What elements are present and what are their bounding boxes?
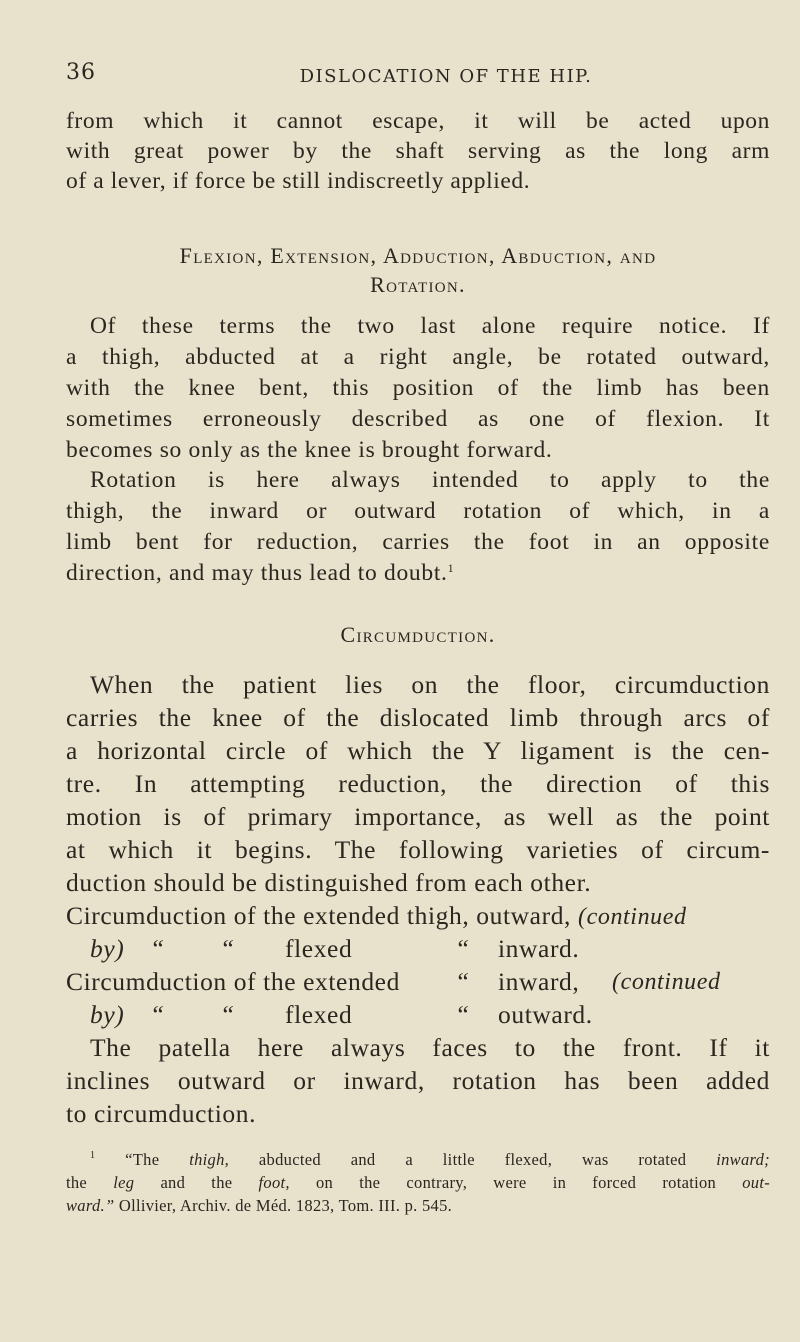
text-line: a horizontal circle of which the Y ligament is the cen-	[66, 736, 770, 765]
table-row	[66, 901, 770, 931]
text-line: with the knee bent, this position of the limb has been	[66, 375, 770, 401]
footnote-line	[66, 1173, 770, 1193]
text-line: The patella here always faces to the front. If it	[90, 1033, 770, 1062]
table-cell: flexed	[285, 1000, 353, 1029]
ditto-mark: “	[220, 1000, 235, 1029]
section-heading: Flexion, Extension, Adduction, Abduction, and	[179, 243, 657, 268]
text-line: becomes so only as the knee is brought forward.	[66, 437, 553, 463]
table-cell: inward,	[498, 967, 580, 996]
text-line: carries the knee of the dislocated limb through arcs of	[66, 703, 770, 732]
footnote-marker: 1	[90, 1150, 96, 1161]
table-cell: outward.	[498, 1000, 593, 1029]
page-header	[66, 60, 766, 94]
text-fragment: Ollivier, Archiv. de Méd. 1823, Tom. III. p. 545.	[118, 1196, 453, 1215]
text-fragment: inward;	[716, 1150, 770, 1169]
ditto-mark: “	[455, 967, 470, 996]
text-fragment: “The	[125, 1150, 160, 1169]
table-cell: inward.	[498, 934, 580, 963]
text-fragment: ward.”	[66, 1196, 115, 1215]
text-line: from which it cannot escape, it will be acted upon	[66, 108, 770, 134]
footnote-line	[66, 1150, 770, 1170]
text-line: of a lever, if force be still indiscreetly applied.	[66, 168, 531, 194]
text-line: thigh, the inward or outward rotation of which, in a	[66, 498, 770, 524]
ditto-mark: “	[220, 934, 235, 963]
table-cell: by)	[90, 934, 125, 963]
text-fragment: abducted and a little flexed, was rotated	[258, 1150, 687, 1169]
ditto-mark: “	[150, 1000, 165, 1029]
footnote-ref: 1	[447, 561, 455, 575]
text-fragment: direction, and may thus lead to doubt.	[66, 560, 448, 586]
section-heading: Circumduction.	[340, 622, 496, 647]
ditto-mark: “	[455, 934, 470, 963]
text-line	[66, 560, 770, 587]
text-line: When the patient lies on the floor, circumduction	[90, 670, 770, 699]
table-cell: Circumduction of the extended thigh, outward,	[66, 901, 572, 930]
text-line: Of these terms the two last alone require notice. If	[90, 313, 770, 339]
text-fragment: and the	[160, 1173, 233, 1192]
text-line: limb bent for reduction, carries the foot in an opposite	[66, 529, 770, 555]
text-line: duction should be distinguished from each other.	[66, 868, 592, 897]
text-fragment: foot,	[258, 1173, 290, 1192]
ditto-mark: “	[150, 934, 165, 963]
table-cell: flexed	[285, 934, 353, 963]
text-fragment: out-	[742, 1173, 771, 1192]
table-cell: (continued	[578, 904, 687, 930]
text-fragment: leg	[113, 1173, 135, 1192]
table-cell: (continued	[612, 969, 721, 995]
text-line: tre. In attempting reduction, the direction of this	[66, 769, 770, 798]
ditto-mark: “	[455, 1000, 470, 1029]
table-cell: by)	[90, 1000, 125, 1029]
text-line: to circumduction.	[66, 1099, 257, 1128]
text-line: at which it begins. The following varieties of circum-	[66, 835, 770, 864]
running-title: DISLOCATION OF THE HIP.	[299, 66, 593, 87]
section-heading: Rotation.	[370, 272, 466, 297]
text-line: motion is of primary importance, as well as the point	[66, 802, 770, 831]
text-line: inclines outward or inward, rotation has been added	[66, 1066, 770, 1095]
page-number: 36	[66, 60, 96, 85]
text-line: Rotation is here always intended to apply to the	[90, 467, 770, 493]
table-cell: Circumduction of the extended	[66, 967, 400, 996]
text-fragment: the	[66, 1173, 88, 1192]
text-fragment: thigh,	[189, 1150, 230, 1169]
text-fragment: on the contrary, were in forced rotation	[315, 1173, 717, 1192]
text-line: a thigh, abducted at a right angle, be rotated outward,	[66, 344, 770, 370]
text-line: with great power by the shaft serving as the long arm	[66, 138, 770, 164]
footnote-line	[66, 1196, 770, 1216]
text-line: sometimes erroneously described as one of flexion. It	[66, 406, 770, 432]
